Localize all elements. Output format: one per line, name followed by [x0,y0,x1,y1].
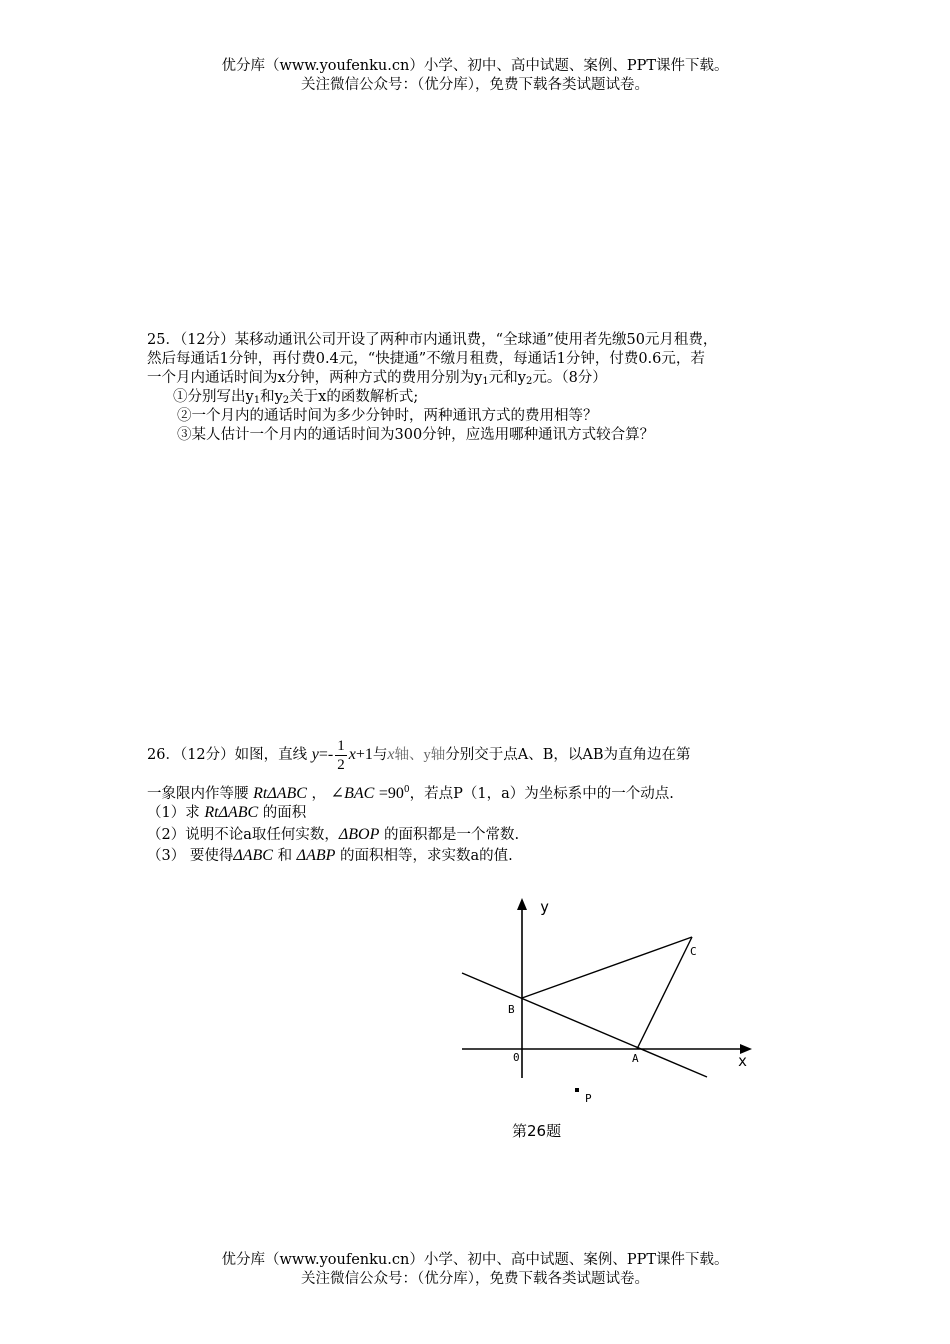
triangle-abc: ΔABC [233,847,273,864]
triangle-bop: ΔBOP [338,826,380,843]
q25-line-1: 25．（12分）某移动通讯公司开设了两种市内通讯费，“全球通”使用者先缴50元月租费， [147,332,718,348]
eq-x: x [348,746,356,763]
q25-item-2: ②一个月内的通话时间为多少分钟时，两种通讯方式的费用相等？ [177,408,598,424]
label-o: 0 [513,1051,520,1064]
q26-intro-b: 分别交于点A、B，以AB为直角边在第 [445,747,691,763]
q25-item-3: ③某人估计一个月内的通话时间为300分钟，应选用哪种通讯方式较合算？ [177,427,655,443]
header-line-1: 优分库（www.youfenku.cn）小学、初中、高中试题、案例、PPT课件下载。 [221,58,729,74]
eq-y: y [311,746,319,763]
eq-frac-den: 2 [337,756,345,773]
label-a: A [632,1052,639,1065]
eq-frac-num: 1 [337,737,345,754]
q26-part-1-b: 的面积 [262,805,307,821]
rt-triangle-abc: RtΔABC [253,785,307,802]
q25-line-2: 然后每通话1分钟，再付费0.4元，“快捷通”不缴月租费，每通话1分钟，付费0.6元，若 [147,351,705,367]
label-x: x [738,1052,748,1070]
footer-line-2: 关注微信公众号：（优分库），免费下载各类试题试卷。 [301,1271,649,1287]
footer-line-1: 优分库（www.youfenku.cn）小学、初中、高中试题、案例、PPT课件下载。 [221,1252,729,1268]
angle-degree: 0 [403,785,410,795]
q25-item-1-c: 关于x的函数解析式; [289,389,419,405]
q26-line-2-b: ，若点P（1，a）为坐标系中的一个动点. [409,786,674,802]
q25-sub-2: 2 [525,376,533,387]
line-ab [462,973,707,1077]
q25-item-1-b: 和y [260,389,283,405]
q26-with: 与 [372,747,388,763]
y-axis-arrow [517,898,527,910]
q26-part-1-a: （1）求 [147,805,200,821]
eq-equals: =- [318,746,334,763]
q26-part-1-triangle: RtΔABC [204,804,259,821]
q26-part-2-a: （2）说明不论a取任何实数， [147,827,339,843]
q26-intro-a: 26．（12分）如图，直线 [147,747,308,763]
label-y: y [540,898,550,916]
q25-item-1-sub-1: 1 [253,395,261,406]
q26-part-3-b: 的面积相等，求实数a的值. [340,848,513,864]
q25-sub-1: 1 [482,376,489,387]
q25-line-3-b: 元和y [488,370,526,386]
y-axis-word: y轴 [423,747,446,763]
label-c: C [690,945,697,958]
angle-value: =90 [378,785,404,802]
label-b: B [508,1003,515,1016]
q25-line-3-a: 一个月内通话时间为x分钟，两种方式的费用分别为y [147,370,483,386]
x-axis-word: 轴、 [394,747,424,763]
header-line-2: 关注微信公众号：（优分库），免费下载各类试题试卷。 [301,77,649,93]
q25-item-1-sub-2: 2 [282,395,290,406]
angle-bac: ∠BAC [330,785,375,802]
q26-comma: ， [311,786,327,802]
triangle-abp: ΔABP [296,847,336,864]
q25-line-3-c: 元。（8分） [532,370,607,386]
point-p [575,1088,579,1092]
eq-plus-one: +1 [355,746,373,763]
x-axis-var: x [387,746,395,763]
q26-part-3-a: （3） 要使得 [147,848,234,864]
q26-part-2-b: 的面积都是一个常数. [383,827,520,843]
q26-line-2-a: 一象限内作等腰 [147,786,249,802]
q26-part-3-and: 和 [277,848,293,864]
figure-caption: 第26题 [512,1122,562,1140]
label-p: P [585,1092,592,1105]
q25-item-1-a: ①分别写出y [173,389,254,405]
